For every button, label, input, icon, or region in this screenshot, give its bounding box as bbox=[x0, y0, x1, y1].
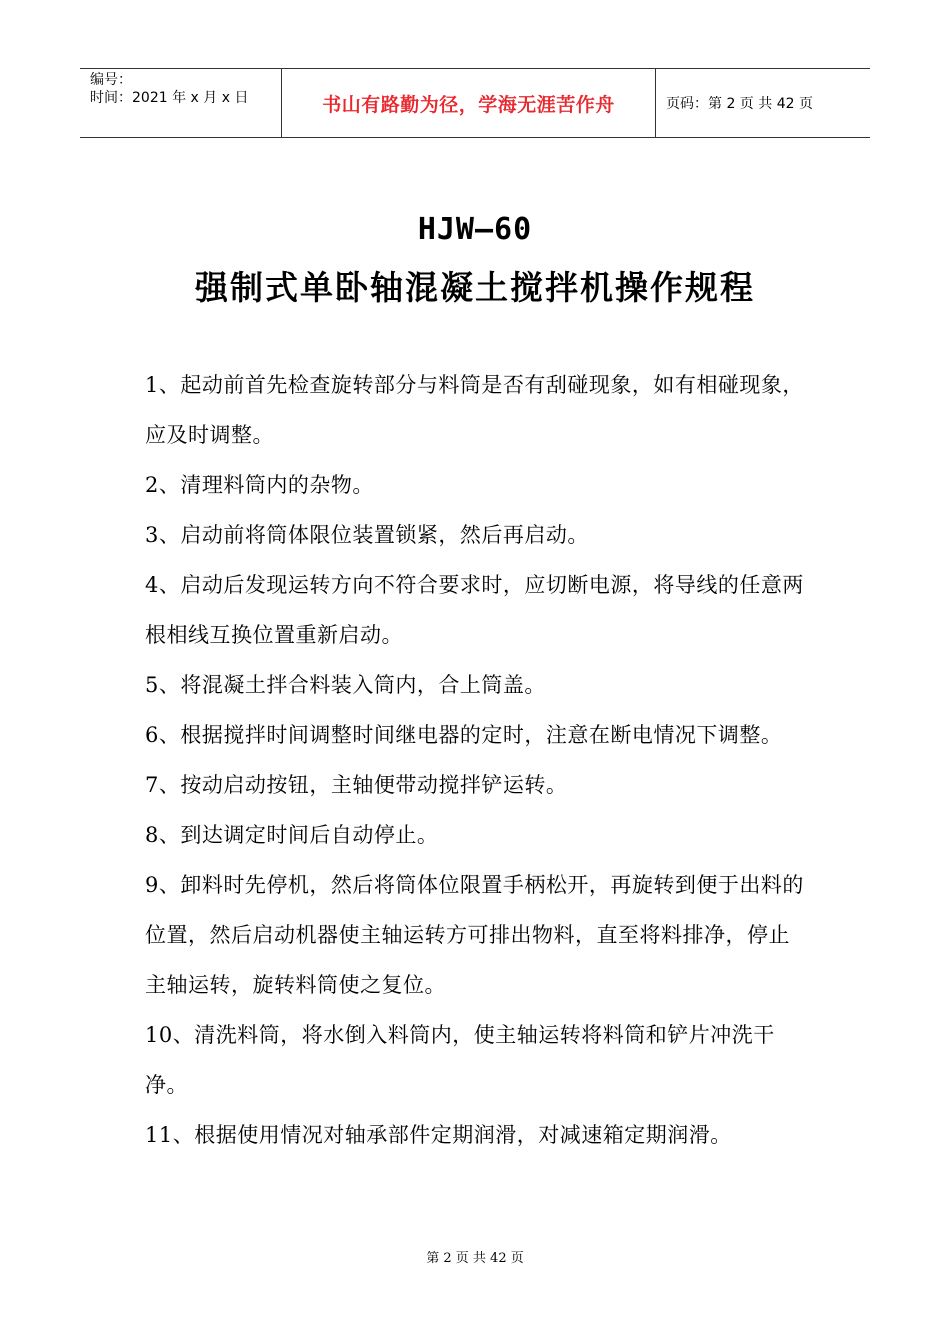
procedure-step-6: 6、根据搅拌时间调整时间继电器的定时，注意在断电情况下调整。 bbox=[145, 723, 783, 747]
document-title-model: HJW—60 bbox=[417, 212, 533, 247]
procedure-step-7: 7、按动启动按钮，主轴便带动搅拌铲运转。 bbox=[145, 773, 568, 797]
header-page-info: 页码：第 2 页 共 42 页 bbox=[666, 96, 813, 112]
header-motto-cell bbox=[282, 69, 656, 137]
header-motto: 书山有路勤为径，学海无涯苦作舟 bbox=[322, 93, 615, 116]
page-footer: 第 2 页 共 42 页 bbox=[426, 1251, 524, 1266]
procedure-step-10: 10、清洗料筒，将水倒入料筒内，使主轴运转将料筒和铲片冲洗干净。 bbox=[145, 1023, 775, 1097]
procedure-step-4: 4、启动后发现运转方向不符合要求时，应切断电源，将导线的任意两根相线互换位置重新启动。 bbox=[145, 573, 804, 647]
procedure-step-3: 3、启动前将筒体限位装置锁紧，然后再启动。 bbox=[145, 523, 589, 547]
header-page-cell bbox=[656, 69, 870, 137]
document-date-label: 时间：2021 年 x 月 x 日 bbox=[90, 90, 249, 106]
document-body bbox=[145, 360, 810, 1160]
procedure-step-1: 1、起动前首先检查旋转部分与料筒是否有刮碰现象，如有相碰现象，应及时调整。 bbox=[145, 373, 804, 447]
header-table bbox=[80, 68, 870, 138]
procedure-step-11: 11、根据使用情况对轴承部件定期润滑，对减速箱定期润滑。 bbox=[145, 1123, 732, 1147]
document-number-label: 编号： bbox=[90, 72, 132, 88]
document-title-main: 强制式单卧轴混凝土搅拌机操作规程 bbox=[195, 268, 755, 307]
procedure-step-9: 9、卸料时先停机，然后将筒体位限置手柄松开，再旋转到便于出料的位置，然后启动机器使主轴运转方可排出物料，直至将料排净，停止主轴运转，旋转料筒使之复位。 bbox=[145, 873, 804, 997]
header-meta-cell bbox=[80, 69, 282, 137]
procedure-step-2: 2、清理料筒内的杂物。 bbox=[145, 473, 374, 497]
procedure-step-5: 5、将混凝土拌合料装入筒内，合上筒盖。 bbox=[145, 673, 546, 697]
procedure-step-8: 8、到达调定时间后自动停止。 bbox=[145, 823, 439, 847]
